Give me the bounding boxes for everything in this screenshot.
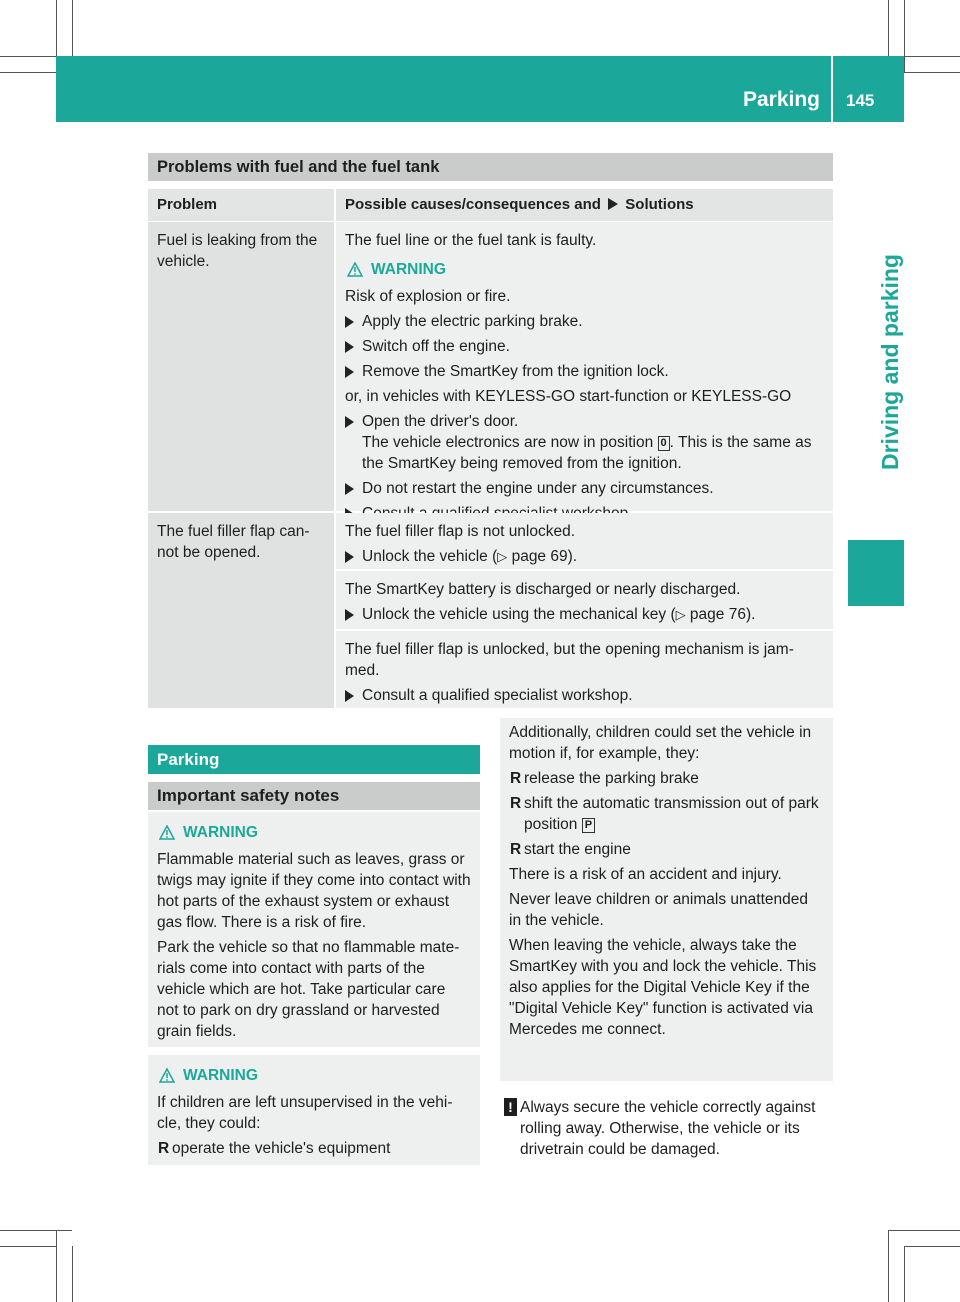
or-text: or, in vehicles with KEYLESS-GO start-function or KEYLESS-GO (345, 388, 792, 405)
note (500, 1097, 835, 1160)
park-position-symbol: P (582, 818, 595, 833)
arrow-right-icon (345, 483, 354, 495)
list-item: R shift the automatic transmission out of park position P (510, 795, 819, 833)
position-symbol: 0 (658, 436, 670, 451)
list-item: R start the engine (510, 841, 631, 858)
bullet-icon: R (510, 795, 522, 812)
crop-mark (888, 0, 889, 56)
side-tab-block (848, 540, 904, 606)
step: Do not restart the engine under any circumstances. (345, 478, 824, 499)
bullet-icon: R (158, 1140, 170, 1157)
side-tab-label: Driving and parking (877, 254, 903, 470)
note-text: Always secure the vehicle correctly against rolling away. Otherwise, the vehicle or its drivetrain could be damaged. (520, 1099, 816, 1158)
header-section-title: Parking (742, 88, 820, 111)
crop-mark (0, 1230, 72, 1231)
page-number: 145 (846, 91, 875, 110)
step: Remove the SmartKey from the ignition lock. (345, 361, 824, 382)
header-divider (831, 56, 833, 122)
table-cell-solution (336, 222, 833, 511)
subsection-heading: Important safety notes (148, 782, 480, 810)
crop-mark (904, 1246, 905, 1302)
crop-mark (72, 0, 73, 56)
warning-heading: WARNING (347, 259, 824, 280)
warning-triangle-icon (347, 262, 363, 277)
warning-triangle-icon (159, 1068, 175, 1083)
crop-mark (0, 1246, 56, 1247)
crop-mark (904, 1246, 960, 1247)
arrow-right-icon (345, 609, 354, 621)
table-cell-solution: The fuel filler flap is unlocked, but the opening mechanism is jam-med. Consult a qualified specialist workshop. (336, 631, 833, 708)
exclamation-icon: ! (504, 1098, 517, 1116)
crop-mark (0, 56, 56, 57)
crop-mark (888, 1230, 889, 1302)
arrow-right-icon (345, 366, 354, 378)
bullet-icon: R (510, 841, 522, 858)
step: Unlock the vehicle (▷ page 69). (345, 546, 824, 567)
step: Consult a qualified specialist workshop. (345, 685, 824, 706)
warning-heading: WARNING (159, 822, 471, 843)
warning-heading: WARNING (159, 1065, 471, 1086)
table-cell-problem: Fuel is leaking from the vehicle. (148, 222, 334, 511)
bullet-icon: R (510, 770, 522, 787)
table-title: Problems with fuel and the fuel tank (148, 153, 833, 181)
arrow-right-icon (345, 341, 354, 353)
step: Switch off the engine. (345, 336, 824, 357)
step: Open the driver's door. The vehicle electronics are now in position 0 . This is the same as the SmartKey being removed from the ignition. (345, 411, 824, 474)
warning-box: WARNING If children are left unsupervised in the vehi-cle, they could: R operate the vehicle's equipment (148, 1055, 480, 1165)
crop-mark (56, 1230, 57, 1302)
list-item: R operate the vehicle's equipment (158, 1140, 391, 1157)
column-header-problem: Problem (148, 189, 334, 221)
step: Unlock the vehicle using the mechanical key (▷ page 76). (345, 604, 824, 625)
page-ref-icon: ▷ (675, 607, 686, 622)
arrow-right-icon (345, 690, 354, 702)
list-item: R release the parking brake (510, 770, 699, 787)
arrow-right-icon (608, 198, 618, 210)
crop-mark (904, 0, 905, 72)
page-ref-icon: ▷ (497, 549, 508, 564)
cause-text: The fuel line or the fuel tank is faulty. (345, 232, 597, 249)
arrow-right-icon (345, 316, 354, 328)
arrow-right-icon (345, 551, 354, 563)
step: Apply the electric parking brake. (345, 311, 824, 332)
warning-text: Risk of explosion or fire. (345, 288, 511, 305)
table-cell-problem: The fuel filler flap can-not be opened. (148, 513, 334, 708)
warning-triangle-icon (159, 825, 175, 840)
warning-box-continued: Additionally, children could set the vehicle in motion if, for example, they: R release the parking brake R shift the automatic transmission out of park position P R start the engine There is a risk of an accident and injury. Never leave children or animals unattended in the vehicle. When leaving the vehicle, always take the SmartKey with you and lock the vehicle. This also applies for the Digital Vehicle Key if the "Digital Vehicle Key" function is activated via Mercedes me connect. (500, 718, 833, 1081)
column-header-solutions: Possible causes/consequences and Solutions (336, 189, 833, 221)
table-cell-solution: The fuel filler flap is not unlocked. Unlock the vehicle (▷ page 69). (336, 513, 833, 569)
warning-box: WARNING Flammable material such as leaves, grass or twigs may ignite if they come into contact with hot parts of the exhaust system or exhaust gas flow. There is a risk of fire. Park the vehicle so that no flammable mate-rials come into contact with parts of the vehicle which are hot. Take particular care not to park on dry grassland or harvested grain fields. (148, 812, 480, 1047)
crop-mark (904, 56, 960, 57)
crop-mark (72, 1246, 73, 1302)
crop-mark (888, 1230, 960, 1231)
arrow-right-icon (345, 416, 354, 428)
section-heading: Parking (148, 745, 480, 774)
table-cell-solution: The SmartKey battery is discharged or nearly discharged. Unlock the vehicle using the mechanical key (▷ page 76). (336, 571, 833, 629)
